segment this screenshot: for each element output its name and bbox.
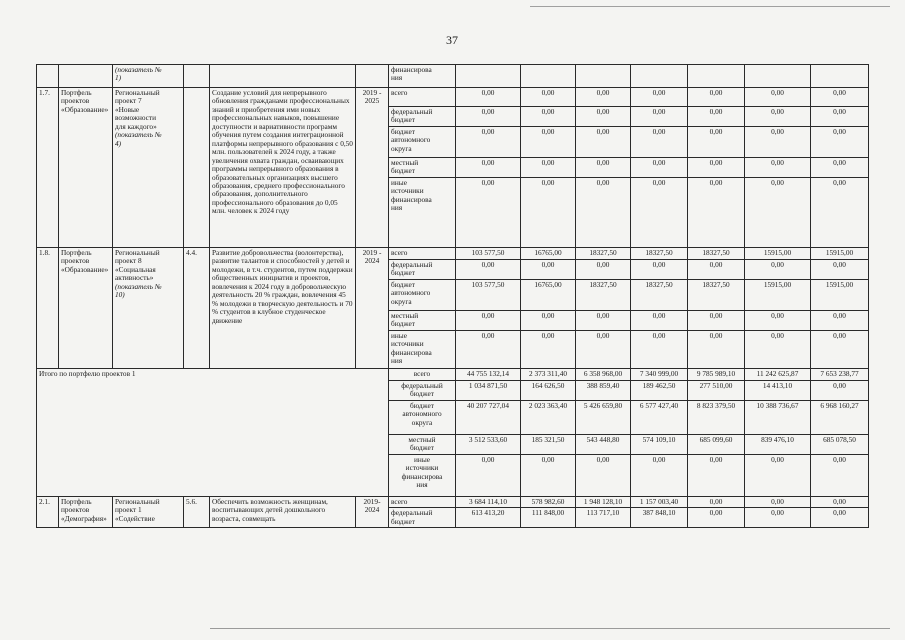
scan-line-bottom: [210, 628, 890, 629]
value-cell: 0,00: [745, 177, 811, 247]
value-cell: 0,00: [811, 508, 869, 528]
value-cell: 578 982,60: [521, 496, 576, 507]
portfolio-name: Портфель проектов «Образование»: [59, 88, 113, 248]
value-cell: 0,00: [688, 330, 745, 368]
value-cell: 0,00: [811, 496, 869, 507]
value-cell: 839 476,10: [745, 434, 811, 454]
value-cell: 0,00: [688, 496, 745, 507]
value-cell: 185 321,50: [521, 434, 576, 454]
empty-cell: [745, 65, 811, 88]
value-cell: 0,00: [688, 177, 745, 247]
value-cell: 0,00: [456, 330, 521, 368]
value-cell: 0,00: [688, 88, 745, 107]
value-cell: 0,00: [688, 126, 745, 157]
value-cell: 5 426 659,80: [576, 400, 631, 434]
empty-cell: [184, 65, 210, 88]
empty-cell: [811, 65, 869, 88]
value-cell: 0,00: [745, 126, 811, 157]
row-number: 1.8.: [37, 247, 59, 368]
value-cell: 3 684 114,10: [456, 496, 521, 507]
finance-source: бюджет автономного округа: [389, 126, 456, 157]
value-cell: 0,00: [521, 126, 576, 157]
value-cell: 0,00: [456, 454, 521, 496]
value-cell: 0,00: [631, 107, 688, 127]
value-cell: 0,00: [745, 454, 811, 496]
period: 2019- 2024: [356, 496, 389, 527]
value-cell: 9 785 989,10: [688, 368, 745, 380]
value-cell: 0,00: [456, 126, 521, 157]
portfolio-name: Портфель проектов «Образование»: [59, 247, 113, 368]
period: 2019 - 2025: [356, 88, 389, 248]
empty-cell: [631, 65, 688, 88]
value-cell: 2 023 363,40: [521, 400, 576, 434]
value-cell: 164 626,50: [521, 380, 576, 400]
value-cell: 1 948 128,10: [576, 496, 631, 507]
value-cell: 388 859,40: [576, 380, 631, 400]
finance-source: федеральный бюджет: [389, 508, 456, 528]
value-cell: 0,00: [811, 454, 869, 496]
value-cell: 685 078,50: [811, 434, 869, 454]
finance-source: бюджет автономного округа: [389, 400, 456, 434]
value-cell: 111 848,00: [521, 508, 576, 528]
value-cell: 16765,00: [521, 279, 576, 310]
finance-source: местный бюджет: [389, 157, 456, 177]
section-1-7-row: [37, 88, 869, 107]
value-cell: 0,00: [631, 88, 688, 107]
total-row: [37, 368, 869, 380]
value-cell: 14 413,10: [745, 380, 811, 400]
value-cell: 0,00: [745, 330, 811, 368]
value-cell: 103 577,50: [456, 279, 521, 310]
value-cell: 0,00: [576, 126, 631, 157]
value-cell: 189 462,50: [631, 380, 688, 400]
value-cell: 0,00: [576, 88, 631, 107]
value-cell: 0,00: [745, 107, 811, 127]
value-cell: 0,00: [576, 259, 631, 279]
value-cell: 0,00: [745, 496, 811, 507]
value-cell: 16765,00: [521, 247, 576, 259]
sub-number: [184, 88, 210, 248]
finance-source: федеральный бюджет: [389, 107, 456, 127]
value-cell: 11 242 625,87: [745, 368, 811, 380]
value-cell: 0,00: [631, 157, 688, 177]
value-cell: 18327,50: [688, 247, 745, 259]
finance-source: местный бюджет: [389, 434, 456, 454]
empty-cell: [576, 65, 631, 88]
finance-source: иные источники финансирова ния: [389, 454, 456, 496]
value-cell: 0,00: [521, 157, 576, 177]
finance-source: всего: [389, 368, 456, 380]
value-cell: 18327,50: [688, 279, 745, 310]
period: 2019 - 2024: [356, 247, 389, 368]
value-cell: 18327,50: [631, 247, 688, 259]
value-cell: 0,00: [456, 310, 521, 330]
indicator-ref: (показатель № 10): [115, 281, 162, 300]
value-cell: 2 373 311,40: [521, 368, 576, 380]
value-cell: 0,00: [521, 330, 576, 368]
value-cell: 18327,50: [631, 279, 688, 310]
section-1-8-row: [37, 247, 869, 259]
portfolio-name: Портфель проектов «Демография»: [59, 496, 113, 527]
value-cell: 0,00: [521, 107, 576, 127]
value-cell: 0,00: [631, 126, 688, 157]
finance-source: всего: [389, 247, 456, 259]
indicator-ref: (показатель № 4): [115, 130, 162, 148]
value-cell: 0,00: [745, 157, 811, 177]
value-cell: 0,00: [576, 107, 631, 127]
finance-source-tail: финансирова ния: [389, 65, 456, 88]
finance-source: местный бюджет: [389, 310, 456, 330]
value-cell: 103 577,50: [456, 247, 521, 259]
finance-source: иные источники финансирова ния: [389, 330, 456, 368]
value-cell: 0,00: [521, 177, 576, 247]
value-cell: 574 109,10: [631, 434, 688, 454]
value-cell: 0,00: [576, 177, 631, 247]
empty-cell: [521, 65, 576, 88]
value-cell: 15915,00: [745, 279, 811, 310]
value-cell: 0,00: [631, 454, 688, 496]
value-cell: 0,00: [688, 508, 745, 528]
finance-source: иные источники финансирова ния: [389, 177, 456, 247]
value-cell: 8 823 379,50: [688, 400, 745, 434]
project-name: Региональный проект 7 «Новые возможности для каждого» (показатель № 4): [113, 88, 184, 248]
sub-number: 5.6.: [184, 496, 210, 527]
value-cell: 1 157 003,40: [631, 496, 688, 507]
project-description: Создание условий для непрерывного обновления гражданами профессиональных знаний и приобретения ими новых профессиональных навыков, повышение доступности и вариативности программ обучения путем создания интеграционной платформы непрерывного образования с 0,50 млн. пользователей к 2024 году, а также увеличения охвата граждан, осваивающих программы непрерывного образования в образовательных организациях высшего образования, среднего профессионального образования, дополнительного профессионального образования до 0,05 млн. человек к 2024 году: [210, 88, 356, 248]
indicator-tail: (показатель № 1): [113, 65, 184, 88]
value-cell: 0,00: [745, 508, 811, 528]
section-2-1-row: [37, 496, 869, 507]
value-cell: 387 848,10: [631, 508, 688, 528]
value-cell: 0,00: [811, 88, 869, 107]
value-cell: 0,00: [688, 310, 745, 330]
value-cell: 0,00: [456, 259, 521, 279]
value-cell: 7 653 238,77: [811, 368, 869, 380]
value-cell: 0,00: [688, 454, 745, 496]
row-number: 2.1.: [37, 496, 59, 527]
value-cell: 0,00: [521, 259, 576, 279]
value-cell: 0,00: [576, 330, 631, 368]
value-cell: 0,00: [688, 107, 745, 127]
value-cell: 15915,00: [811, 247, 869, 259]
value-cell: 0,00: [631, 259, 688, 279]
value-cell: 685 099,60: [688, 434, 745, 454]
empty-cell: [456, 65, 521, 88]
value-cell: 44 755 132,14: [456, 368, 521, 380]
value-cell: 0,00: [745, 259, 811, 279]
value-cell: 15915,00: [811, 279, 869, 310]
value-cell: 7 340 999,00: [631, 368, 688, 380]
value-cell: 0,00: [631, 330, 688, 368]
value-cell: 0,00: [688, 259, 745, 279]
value-cell: 0,00: [811, 259, 869, 279]
value-cell: 613 413,20: [456, 508, 521, 528]
value-cell: 0,00: [521, 88, 576, 107]
project-name: Региональный проект 1 «Содействие: [113, 496, 184, 527]
value-cell: 40 207 727,04: [456, 400, 521, 434]
total-label: Итого по портфелю проектов 1: [37, 368, 389, 496]
value-cell: 0,00: [688, 157, 745, 177]
value-cell: 0,00: [521, 310, 576, 330]
value-cell: 0,00: [811, 380, 869, 400]
finance-source: всего: [389, 496, 456, 507]
value-cell: 10 388 736,67: [745, 400, 811, 434]
value-cell: 0,00: [811, 157, 869, 177]
finance-source: федеральный бюджет: [389, 259, 456, 279]
value-cell: 0,00: [745, 310, 811, 330]
empty-cell: [37, 65, 59, 88]
value-cell: 0,00: [811, 126, 869, 157]
finance-source: всего: [389, 88, 456, 107]
value-cell: 1 034 871,50: [456, 380, 521, 400]
value-cell: 0,00: [576, 454, 631, 496]
value-cell: 0,00: [631, 310, 688, 330]
value-cell: 0,00: [811, 177, 869, 247]
value-cell: 0,00: [576, 310, 631, 330]
empty-cell: [356, 65, 389, 88]
value-cell: 15915,00: [745, 247, 811, 259]
value-cell: 0,00: [811, 330, 869, 368]
value-cell: 0,00: [576, 157, 631, 177]
value-cell: 6 968 160,27: [811, 400, 869, 434]
value-cell: 0,00: [631, 177, 688, 247]
value-cell: 0,00: [456, 157, 521, 177]
value-cell: 113 717,10: [576, 508, 631, 528]
continuation-row: [37, 65, 869, 88]
empty-cell: [688, 65, 745, 88]
finance-source: бюджет автономного округа: [389, 279, 456, 310]
value-cell: 6 577 427,40: [631, 400, 688, 434]
value-cell: 0,00: [811, 107, 869, 127]
value-cell: 18327,50: [576, 279, 631, 310]
empty-cell: [59, 65, 113, 88]
value-cell: 0,00: [521, 454, 576, 496]
row-number: 1.7.: [37, 88, 59, 248]
scan-line-top: [530, 6, 890, 7]
value-cell: 0,00: [745, 88, 811, 107]
value-cell: 0,00: [456, 177, 521, 247]
finance-source: федеральный бюджет: [389, 380, 456, 400]
value-cell: 277 510,00: [688, 380, 745, 400]
financing-table: [36, 64, 869, 528]
value-cell: 0,00: [456, 88, 521, 107]
value-cell: 543 448,80: [576, 434, 631, 454]
value-cell: 3 512 533,60: [456, 434, 521, 454]
empty-cell: [210, 65, 356, 88]
page-number: 37: [446, 33, 458, 47]
project-description: Обеспечить возможность женщинам, воспитывающих детей дошкольного возраста, совмещать: [210, 496, 356, 527]
project-description: Развитие добровольчества (волонтерства), развитие талантов и способностей у детей и молодежи, в т.ч. студентов, путем поддержки общественных инициатив и проектов, вовлечения к 2024 году в добровольческую деятельность 20 % граждан, вовлечения 45 % молодежи в творческую деятельность и 70 % студентов в клубное студенческое движение: [210, 247, 356, 368]
value-cell: 0,00: [456, 107, 521, 127]
value-cell: 6 358 968,00: [576, 368, 631, 380]
value-cell: 18327,50: [576, 247, 631, 259]
project-name: Региональный проект 8 «Социальная активность» (показатель № 10): [113, 247, 184, 368]
value-cell: 0,00: [811, 310, 869, 330]
sub-number: 4.4.: [184, 247, 210, 368]
